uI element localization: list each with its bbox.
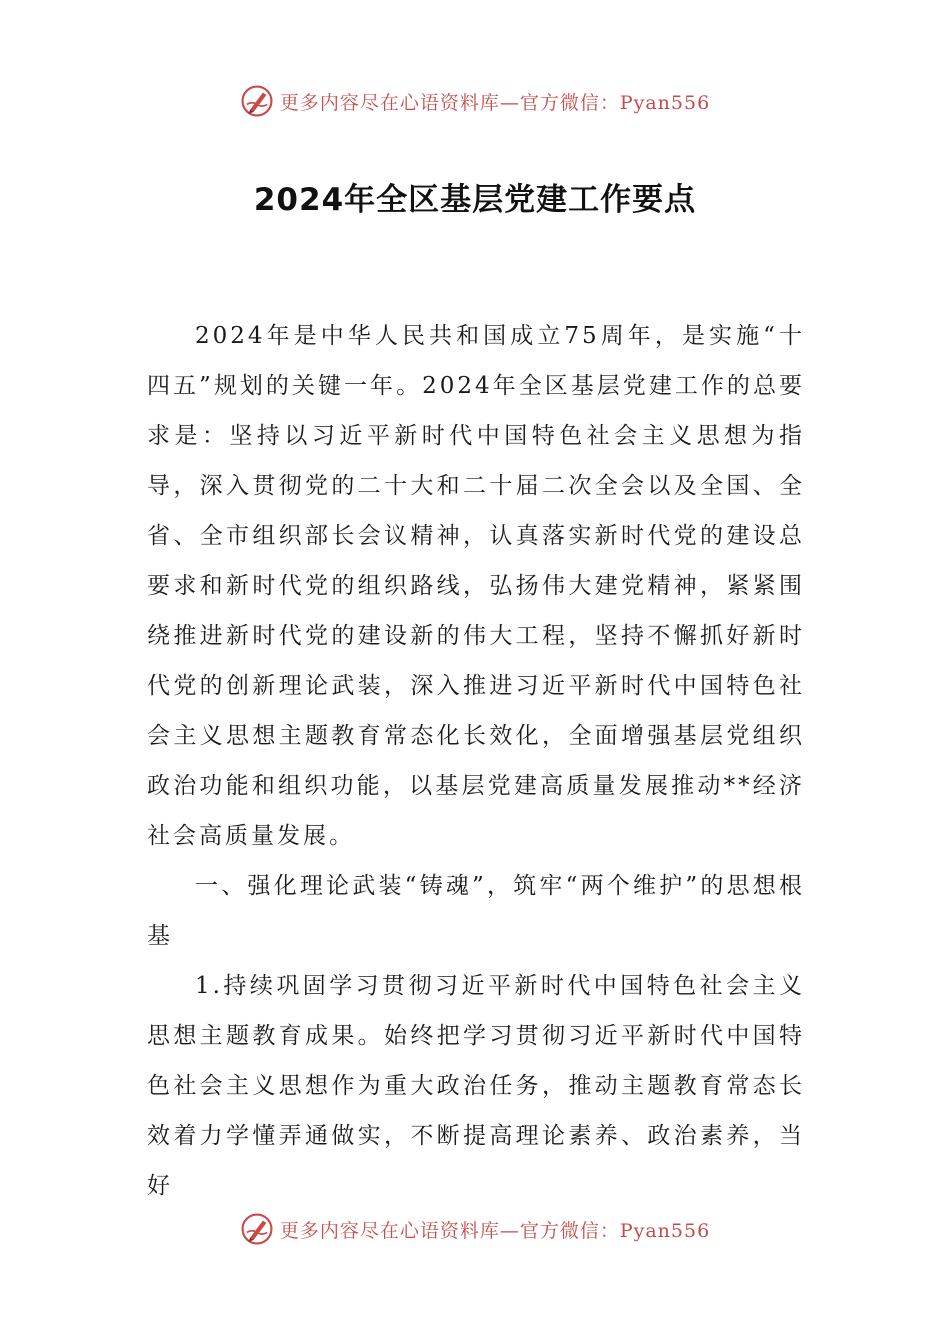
watermark-text-top: 更多内容尽在心语资料库—官方微信：Pyan556 bbox=[279, 91, 711, 114]
section-heading-1: 一、强化理论武装“铸魂”，筑牢“两个维护”的思想根基 bbox=[147, 873, 805, 949]
watermark-text-bottom: 更多内容尽在心语资料库—官方微信：Pyan556 bbox=[279, 1219, 711, 1242]
intro-paragraph: 2024年是中华人民共和国成立75周年，是实施“十四五”规划的关键一年。2024年全区基层党建工作的总要求是：坚持以习近平新时代中国特色社会主义思想为指导，深入贯彻党的二十大和二十届二次全会以及全国、全省、全市组织部长会议精神，认真落实新时代党的建设总要求和新时代党的组织路线，弘扬伟大建党精神，紧紧围绕推进新时代党的建设新的伟大工程，坚持不懈抓好新时代党的创新理论武装，深入推进习近平新时代中国特色社会主义思想主题教育常态化长效化，全面增强基层党组织政治功能和组织功能，以基层党建高质量发展推动**经济社会高质量发展。 bbox=[147, 323, 805, 849]
item-paragraph-1: 1.持续巩固学习贯彻习近平新时代中国特色社会主义思想主题教育成果。始终把学习贯彻习近平新时代中国特色社会主义思想作为重大政治任务，推动主题教育常态长效着力学懂弄通做实，不断提高理论素养、政治素养，当好 bbox=[147, 973, 805, 1199]
watermark-banner-bottom bbox=[0, 1212, 950, 1246]
document-title: 2024年全区基层党建工作要点 bbox=[253, 182, 697, 218]
pen-logo-icon bbox=[240, 1212, 274, 1246]
watermark-banner-top bbox=[0, 84, 950, 118]
pen-logo-icon bbox=[240, 84, 274, 118]
document-body bbox=[147, 311, 805, 1211]
